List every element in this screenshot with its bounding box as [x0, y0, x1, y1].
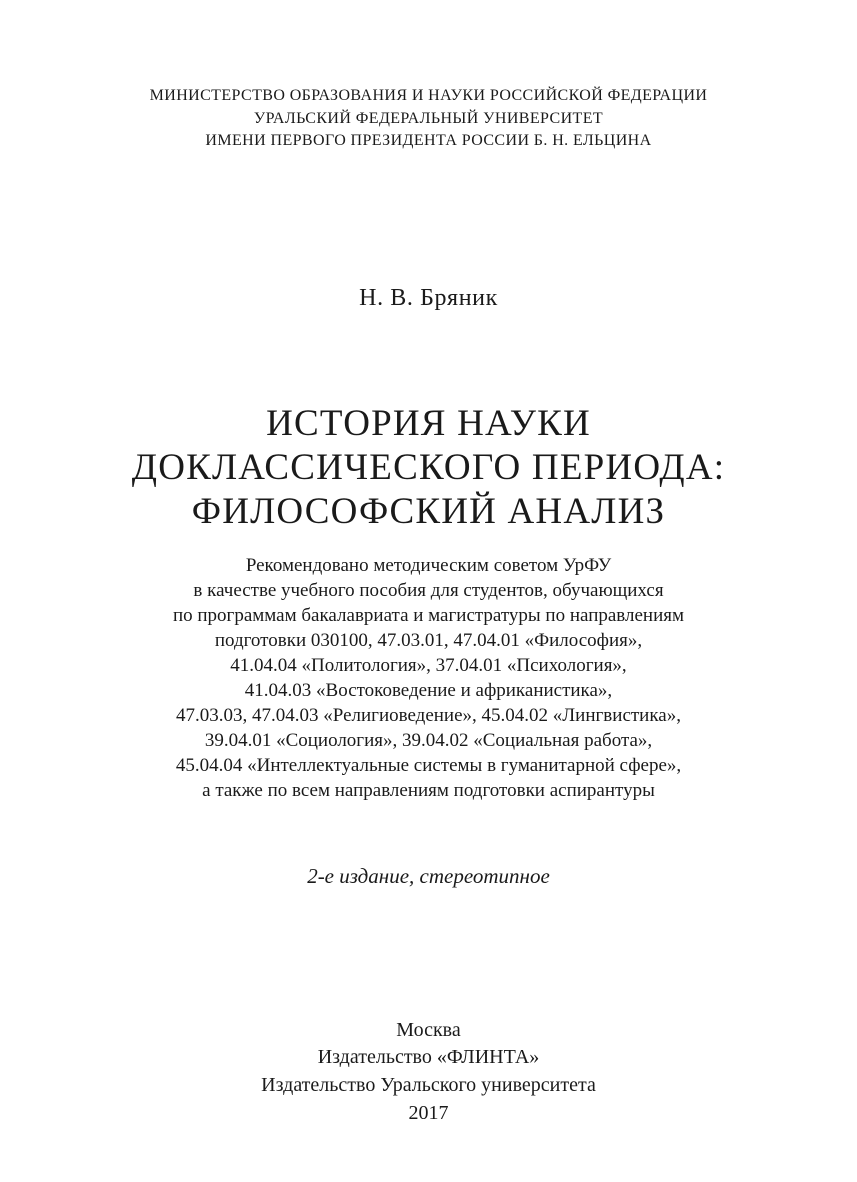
- title-line-3: ФИЛОСОФСКИЙ АНАЛИЗ: [191, 491, 666, 532]
- recommendation-line-2: в качестве учебного пособия для студентов, обучающихся: [193, 580, 664, 601]
- recommendation-line-4: подготовки 030100, 47.03.01, 47.04.01 «Философия»,: [214, 630, 643, 651]
- edition-note: 2-е издание, стереотипное: [307, 864, 550, 888]
- publication-year: 2017: [408, 1102, 449, 1124]
- university-line-1: УРАЛЬСКИЙ ФЕДЕРАЛЬНЫЙ УНИВЕРСИТЕТ: [253, 110, 604, 127]
- recommendation-line-6: 41.04.03 «Востоковедение и африканистика»,: [244, 680, 613, 701]
- title-line-2: ДОКЛАССИЧЕСКОГО ПЕРИОДА:: [131, 447, 726, 488]
- publisher-name-2: Издательство Уральского университета: [261, 1074, 596, 1096]
- recommendation-line-10: а также по всем направлениям подготовки аспирантуры: [202, 780, 655, 801]
- recommendation-line-3: по программам бакалавриата и магистратуры по направлениям: [172, 605, 685, 626]
- title-line-1: ИСТОРИЯ НАУКИ: [266, 403, 591, 444]
- ministry-line: МИНИСТЕРСТВО ОБРАЗОВАНИЯ И НАУКИ РОССИЙСКОЙ ФЕДЕРАЦИИ: [149, 87, 708, 104]
- recommendation-line-5: 41.04.04 «Политология», 37.04.01 «Психология»,: [230, 655, 627, 676]
- recommendation-line-7: 47.03.03, 47.04.03 «Религиоведение», 45.04.02 «Лингвистика»,: [176, 705, 681, 726]
- author-name: Н. В. Бряник: [359, 285, 498, 311]
- publisher-city: Москва: [396, 1019, 461, 1041]
- recommendation-line-9: 45.04.04 «Интеллектуальные системы в гуманитарной сфере»,: [175, 755, 682, 776]
- university-line-2: ИМЕНИ ПЕРВОГО ПРЕЗИДЕНТА РОССИИ Б. Н. ЕЛЬЦИНА: [205, 132, 652, 149]
- recommendation-line-8: 39.04.01 «Социология», 39.04.02 «Социальная работа»,: [204, 730, 653, 751]
- publisher-name-1: Издательство «ФЛИНТА»: [317, 1046, 540, 1068]
- recommendation-line-1: Рекомендовано методическим советом УрФУ: [245, 555, 612, 576]
